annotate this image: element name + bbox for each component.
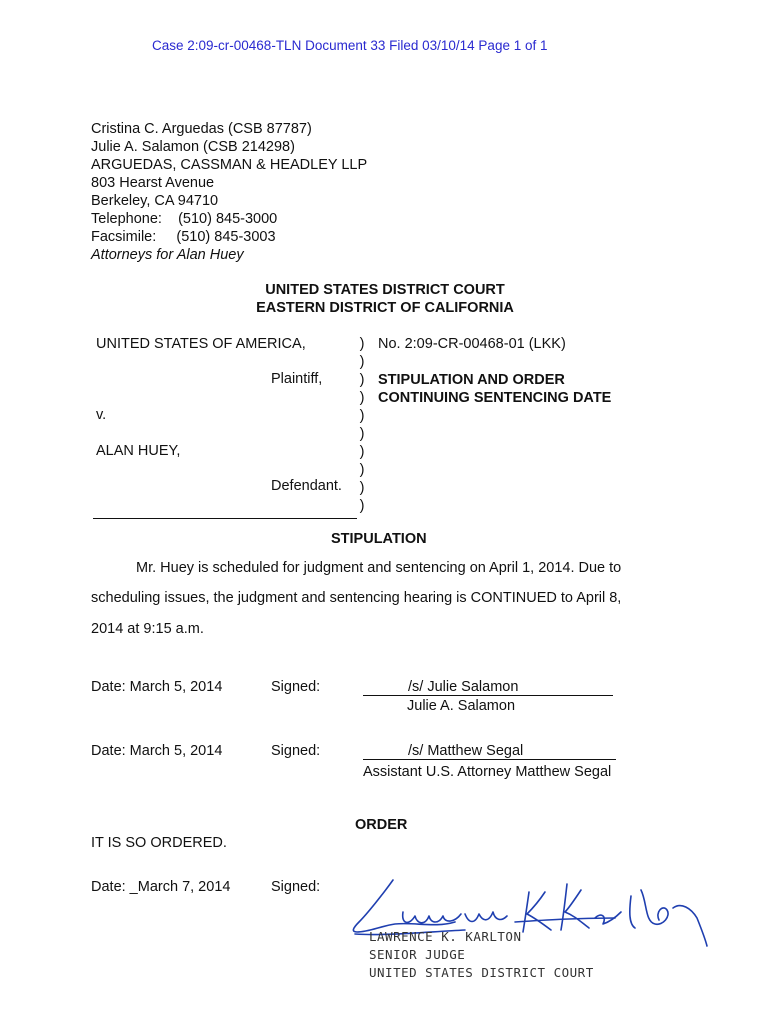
caption-paren: ) bbox=[359, 462, 365, 478]
document-title-line1: STIPULATION AND ORDER bbox=[378, 372, 565, 388]
counsel-line: Telephone: (510) 845-3000 bbox=[91, 211, 278, 227]
case-number: No. 2:09-CR-00468-01 (LKK) bbox=[378, 336, 566, 352]
counsel-line: 803 Hearst Avenue bbox=[91, 175, 215, 191]
signed-label: Signed: bbox=[271, 743, 321, 759]
defendant-party: ALAN HUEY, bbox=[96, 443, 181, 459]
signatory-name: Assistant U.S. Attorney Matthew Segal bbox=[363, 764, 612, 780]
counsel-line: ARGUEDAS, CASSMAN & HEADLEY LLP bbox=[91, 157, 368, 173]
plaintiff-label: Plaintiff, bbox=[271, 371, 323, 387]
stipulation-text-line: 2014 at 9:15 a.m. bbox=[91, 621, 204, 637]
judge-name-stamp: LAWRENCE K. KARLTON bbox=[369, 929, 522, 944]
signed-label: Signed: bbox=[271, 679, 321, 695]
caption-paren: ) bbox=[359, 408, 365, 424]
stipulation-text-line: Mr. Huey is scheduled for judgment and sentencing on April 1, 2014. Due to bbox=[136, 560, 622, 576]
caption-paren: ) bbox=[359, 336, 365, 352]
case-header: Case 2:09-cr-00468-TLN Document 33 Filed 03/10/14 Page 1 of 1 bbox=[152, 38, 548, 53]
caption-underline bbox=[93, 518, 357, 519]
order-heading: ORDER bbox=[355, 817, 408, 833]
judge-title-stamp: SENIOR JUDGE bbox=[369, 947, 466, 962]
electronic-signature: /s/ Julie Salamon bbox=[363, 679, 613, 696]
signed-label: Signed: bbox=[271, 879, 321, 895]
document-title-line2: CONTINUING SENTENCING DATE bbox=[378, 390, 612, 406]
electronic-signature: /s/ Matthew Segal bbox=[363, 743, 616, 760]
signature-date: Date: March 5, 2014 bbox=[91, 679, 223, 695]
caption-paren: ) bbox=[359, 354, 365, 370]
signature-date: Date: March 5, 2014 bbox=[91, 743, 223, 759]
counsel-line: Berkeley, CA 94710 bbox=[91, 193, 219, 209]
caption-paren: ) bbox=[359, 498, 365, 514]
caption-paren: ) bbox=[359, 444, 365, 460]
counsel-role: Attorneys for Alan Huey bbox=[91, 247, 244, 263]
court-district: EASTERN DISTRICT OF CALIFORNIA bbox=[256, 300, 514, 316]
court-name: UNITED STATES DISTRICT COURT bbox=[265, 282, 505, 298]
stipulation-text-line: scheduling issues, the judgment and sentencing hearing is CONTINUED to April 8, bbox=[91, 590, 622, 606]
order-text: IT IS SO ORDERED. bbox=[91, 835, 227, 851]
court-stamp: UNITED STATES DISTRICT COURT bbox=[369, 965, 594, 980]
counsel-line: Facsimile: (510) 845-3003 bbox=[91, 229, 276, 245]
caption-paren: ) bbox=[359, 390, 365, 406]
caption-paren: ) bbox=[359, 426, 365, 442]
signatory-name: Julie A. Salamon bbox=[407, 698, 516, 714]
counsel-line: Cristina C. Arguedas (CSB 87787) bbox=[91, 121, 312, 137]
defendant-label: Defendant. bbox=[271, 478, 342, 494]
plaintiff-party: UNITED STATES OF AMERICA, bbox=[96, 336, 306, 352]
order-date: Date: _March 7, 2014 bbox=[91, 879, 231, 895]
caption-paren: ) bbox=[359, 480, 365, 496]
versus: v. bbox=[96, 407, 107, 423]
stipulation-heading: STIPULATION bbox=[331, 531, 427, 547]
counsel-line: Julie A. Salamon (CSB 214298) bbox=[91, 139, 295, 155]
caption-paren: ) bbox=[359, 372, 365, 388]
